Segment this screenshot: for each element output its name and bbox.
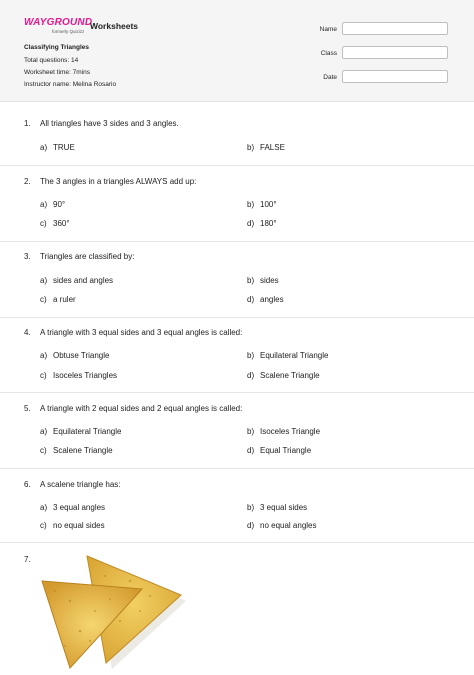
question-3-text: Triangles are classified by:	[40, 252, 135, 261]
option-letter: d)	[247, 295, 255, 304]
option-text: no equal sides	[53, 521, 105, 530]
divider	[0, 317, 474, 318]
divider	[0, 468, 474, 469]
option-letter: d)	[247, 521, 255, 530]
class-field[interactable]	[342, 46, 448, 59]
option-letter: b)	[247, 143, 255, 152]
logo-subtitle: formerly Quizizz	[52, 29, 85, 34]
question-2-text: The 3 angles in a triangles ALWAYS add up:	[40, 177, 197, 186]
divider	[0, 542, 474, 543]
tortilla-chips-illustration	[40, 551, 190, 670]
option-letter: b)	[247, 427, 255, 436]
option-letter: a)	[40, 351, 48, 360]
name-label: Name	[319, 26, 337, 33]
option-letter: a)	[40, 503, 48, 512]
option-text: a ruler	[53, 295, 76, 304]
option-text: Scalene Triangle	[260, 371, 320, 380]
question-5-text: A triangle with 2 equal sides and 2 equal angles is called:	[40, 404, 243, 413]
option-letter: b)	[247, 200, 255, 209]
worksheets-label: Worksheets	[90, 21, 139, 31]
option-letter: b)	[247, 351, 255, 360]
option-letter: c)	[40, 446, 47, 455]
option-text: 100°	[260, 200, 277, 209]
option-letter: a)	[40, 276, 48, 285]
option-letter: c)	[40, 219, 47, 228]
divider	[0, 241, 474, 242]
worksheet-time: Worksheet time: 7mins	[24, 69, 90, 76]
option-text: Isoceles Triangle	[260, 427, 321, 436]
option-letter: a)	[40, 427, 48, 436]
option-letter: d)	[247, 371, 255, 380]
option-letter: a)	[40, 143, 48, 152]
option-text: FALSE	[260, 143, 285, 152]
option-letter: c)	[40, 295, 47, 304]
option-text: 360°	[53, 219, 70, 228]
question-7-number: 7.	[24, 555, 31, 564]
option-letter: c)	[40, 521, 47, 530]
question-2-number: 2.	[24, 177, 31, 186]
option-letter: b)	[247, 503, 255, 512]
option-text: 90°	[53, 200, 66, 209]
question-6-text: A scalene triangle has:	[40, 480, 121, 489]
option-letter: d)	[247, 446, 255, 455]
option-text: sides	[260, 276, 279, 285]
option-text: Equilateral Triangle	[53, 427, 122, 436]
option-letter: b)	[247, 276, 255, 285]
question-4-text: A triangle with 3 equal sides and 3 equal angles is called:	[40, 328, 243, 337]
divider	[0, 165, 474, 166]
option-text: Isoceles Triangles	[53, 371, 118, 380]
option-text: sides and angles	[53, 276, 114, 285]
option-letter: d)	[247, 219, 255, 228]
option-text: 3 equal sides	[260, 503, 308, 512]
option-text: Scalene Triangle	[53, 446, 113, 455]
option-text: angles	[260, 295, 284, 304]
question-1-number: 1.	[24, 119, 31, 128]
worksheet-header	[0, 0, 474, 102]
option-text: 3 equal angles	[53, 503, 106, 512]
date-label: Date	[323, 74, 337, 81]
wayground-logo	[24, 17, 93, 39]
option-text: 180°	[260, 219, 277, 228]
date-field[interactable]	[342, 70, 448, 83]
divider	[0, 392, 474, 393]
option-text: no equal angles	[260, 521, 317, 530]
option-letter: a)	[40, 200, 48, 209]
question-5-number: 5.	[24, 404, 31, 413]
total-questions: Total questions: 14	[24, 57, 79, 64]
option-letter: c)	[40, 371, 47, 380]
question-4-number: 4.	[24, 328, 31, 337]
question-3-number: 3.	[24, 252, 31, 261]
tortilla-chips-image	[40, 551, 190, 670]
name-field[interactable]	[342, 22, 448, 35]
worksheet-title: Classifying Triangles	[24, 44, 90, 51]
option-text: Equal Triangle	[260, 446, 312, 455]
class-label: Class	[320, 50, 337, 57]
logo-brand: WAYGROUND	[24, 17, 93, 28]
question-6-number: 6.	[24, 480, 31, 489]
question-1-text: All triangles have 3 sides and 3 angles.	[40, 119, 179, 128]
instructor-name: Instructor name: Melina Rosario	[24, 81, 117, 88]
option-text: TRUE	[53, 143, 75, 152]
option-text: Obtuse Triangle	[53, 351, 110, 360]
option-text: Equilateral Triangle	[260, 351, 329, 360]
